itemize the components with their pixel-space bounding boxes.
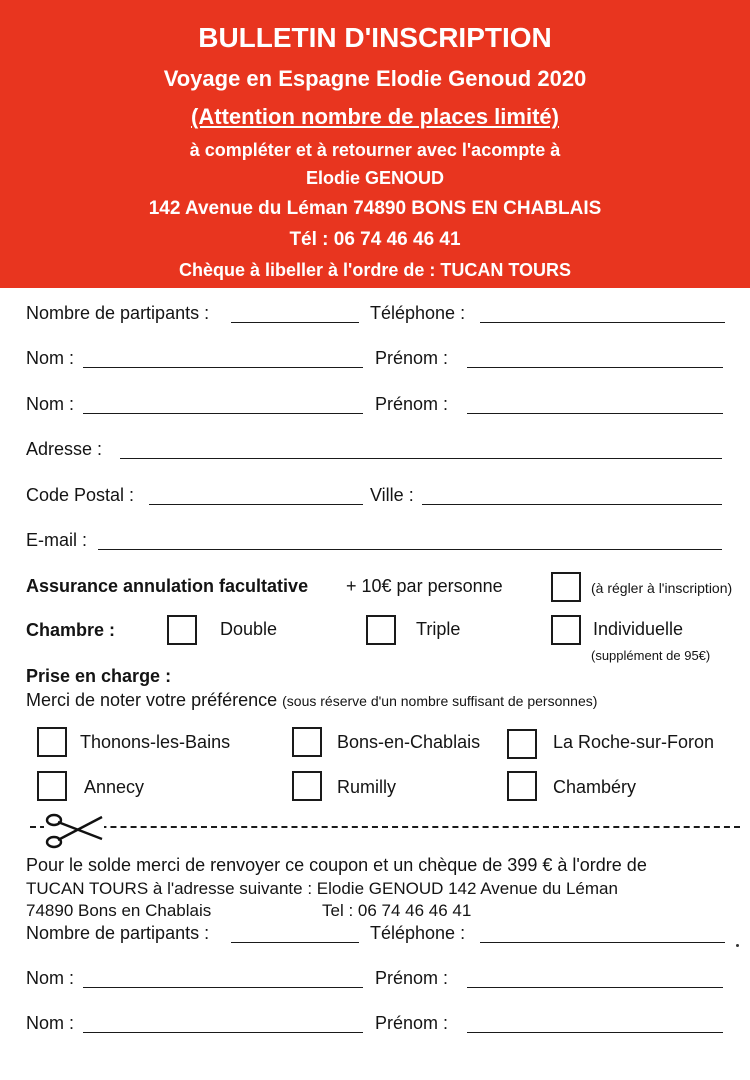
pickup-option-label: Bons-en-Chablais [337, 732, 481, 752]
speck [736, 944, 739, 947]
chambre-label: Chambre : [26, 620, 116, 640]
pickup-option-label: Annecy [84, 777, 145, 797]
prenom-field[interactable] [467, 367, 723, 368]
insurance-label: Assurance annulation facultative [26, 576, 309, 596]
cheque-payee: Chèque à libeller à l'ordre de : TUCAN TOURS [178, 260, 572, 280]
la-roche-checkbox[interactable] [507, 729, 537, 759]
participants-label: Nombre de partipants : [26, 923, 210, 943]
adresse-field[interactable] [120, 458, 722, 459]
double-label: Double [220, 619, 278, 639]
chambery-checkbox[interactable] [507, 771, 537, 801]
email-field[interactable] [98, 549, 722, 550]
individuelle-label: Individuelle [593, 619, 684, 639]
contact-address: 142 Avenue du Léman 74890 BONS EN CHABLAIS [148, 198, 602, 219]
pickup-option-label: Chambéry [553, 777, 637, 797]
bons-checkbox[interactable] [292, 727, 322, 757]
individuelle-checkbox[interactable] [551, 615, 581, 645]
supplement-note: (supplément de 95€) [591, 648, 711, 663]
pickup-title: Prise en charge : [26, 666, 172, 686]
prenom-field[interactable] [467, 413, 723, 414]
coupon-line-2: TUCAN TOURS à l'adresse suivante : Elodie GENOUD 142 Avenue du Léman [26, 879, 618, 898]
instruction-text: à compléter et à retourner avec l'acompte à [189, 140, 561, 160]
places-warning: (Attention nombre de places limité) [191, 104, 559, 129]
telephone-field[interactable] [480, 322, 725, 323]
code-postal-label: Code Postal : [26, 485, 135, 505]
coupon-line-3-left: 74890 Bons en Chablais [26, 901, 212, 920]
scissors-icon [44, 810, 104, 850]
prenom-label: Prénom : [375, 1013, 449, 1033]
telephone-field[interactable] [480, 942, 725, 943]
contact-name: Elodie GENOUD [305, 168, 444, 188]
nom-field[interactable] [83, 1032, 363, 1033]
header-banner [0, 0, 750, 288]
coupon-line-3-right: Tel : 06 74 46 46 41 [322, 901, 472, 920]
cut-line [30, 826, 740, 828]
code-postal-field[interactable] [149, 504, 363, 505]
nom-label: Nom : [26, 968, 75, 988]
telephone-label: Téléphone : [370, 303, 466, 323]
participants-label: Nombre de partipants : [26, 303, 210, 323]
rumilly-checkbox[interactable] [292, 771, 322, 801]
participants-field[interactable] [231, 942, 359, 943]
nom-field[interactable] [83, 367, 363, 368]
pickup-note: Merci de noter votre préférence (sous réserve d'un nombre suffisant de personnes) [26, 690, 598, 710]
pickup-option-label: La Roche-sur-Foron [553, 732, 715, 752]
prenom-label: Prénom : [375, 968, 449, 988]
nom-label: Nom : [26, 348, 75, 368]
participants-field[interactable] [231, 322, 359, 323]
nom-field[interactable] [83, 413, 363, 414]
pickup-option-label: Thonons-les-Bains [80, 732, 231, 752]
prenom-label: Prénom : [375, 348, 449, 368]
insurance-checkbox[interactable] [551, 572, 581, 602]
double-checkbox[interactable] [167, 615, 197, 645]
email-label: E-mail : [26, 530, 88, 550]
trip-subtitle: Voyage en Espagne Elodie Genoud 2020 [163, 66, 587, 91]
prenom-field[interactable] [467, 987, 723, 988]
ville-field[interactable] [422, 504, 722, 505]
pickup-option-label: Rumilly [337, 777, 397, 797]
prenom-field[interactable] [467, 1032, 723, 1033]
nom-label: Nom : [26, 1013, 75, 1033]
prenom-label: Prénom : [375, 394, 449, 414]
telephone-label: Téléphone : [370, 923, 466, 943]
contact-phone: Tél : 06 74 46 46 41 [289, 229, 461, 250]
thonon-checkbox[interactable] [37, 727, 67, 757]
triple-checkbox[interactable] [366, 615, 396, 645]
annecy-checkbox[interactable] [37, 771, 67, 801]
adresse-label: Adresse : [26, 439, 103, 459]
insurance-note: (à régler à l'inscription) [591, 580, 733, 596]
triple-label: Triple [416, 619, 461, 639]
form-title: BULLETIN D'INSCRIPTION [198, 22, 552, 53]
ville-label: Ville : [370, 485, 414, 505]
nom-label: Nom : [26, 394, 75, 414]
nom-field[interactable] [83, 987, 363, 988]
coupon-line-1: Pour le solde merci de renvoyer ce coupon et un chèque de 399 € à l'ordre de [26, 855, 647, 875]
insurance-price: + 10€ par personne [346, 576, 503, 596]
